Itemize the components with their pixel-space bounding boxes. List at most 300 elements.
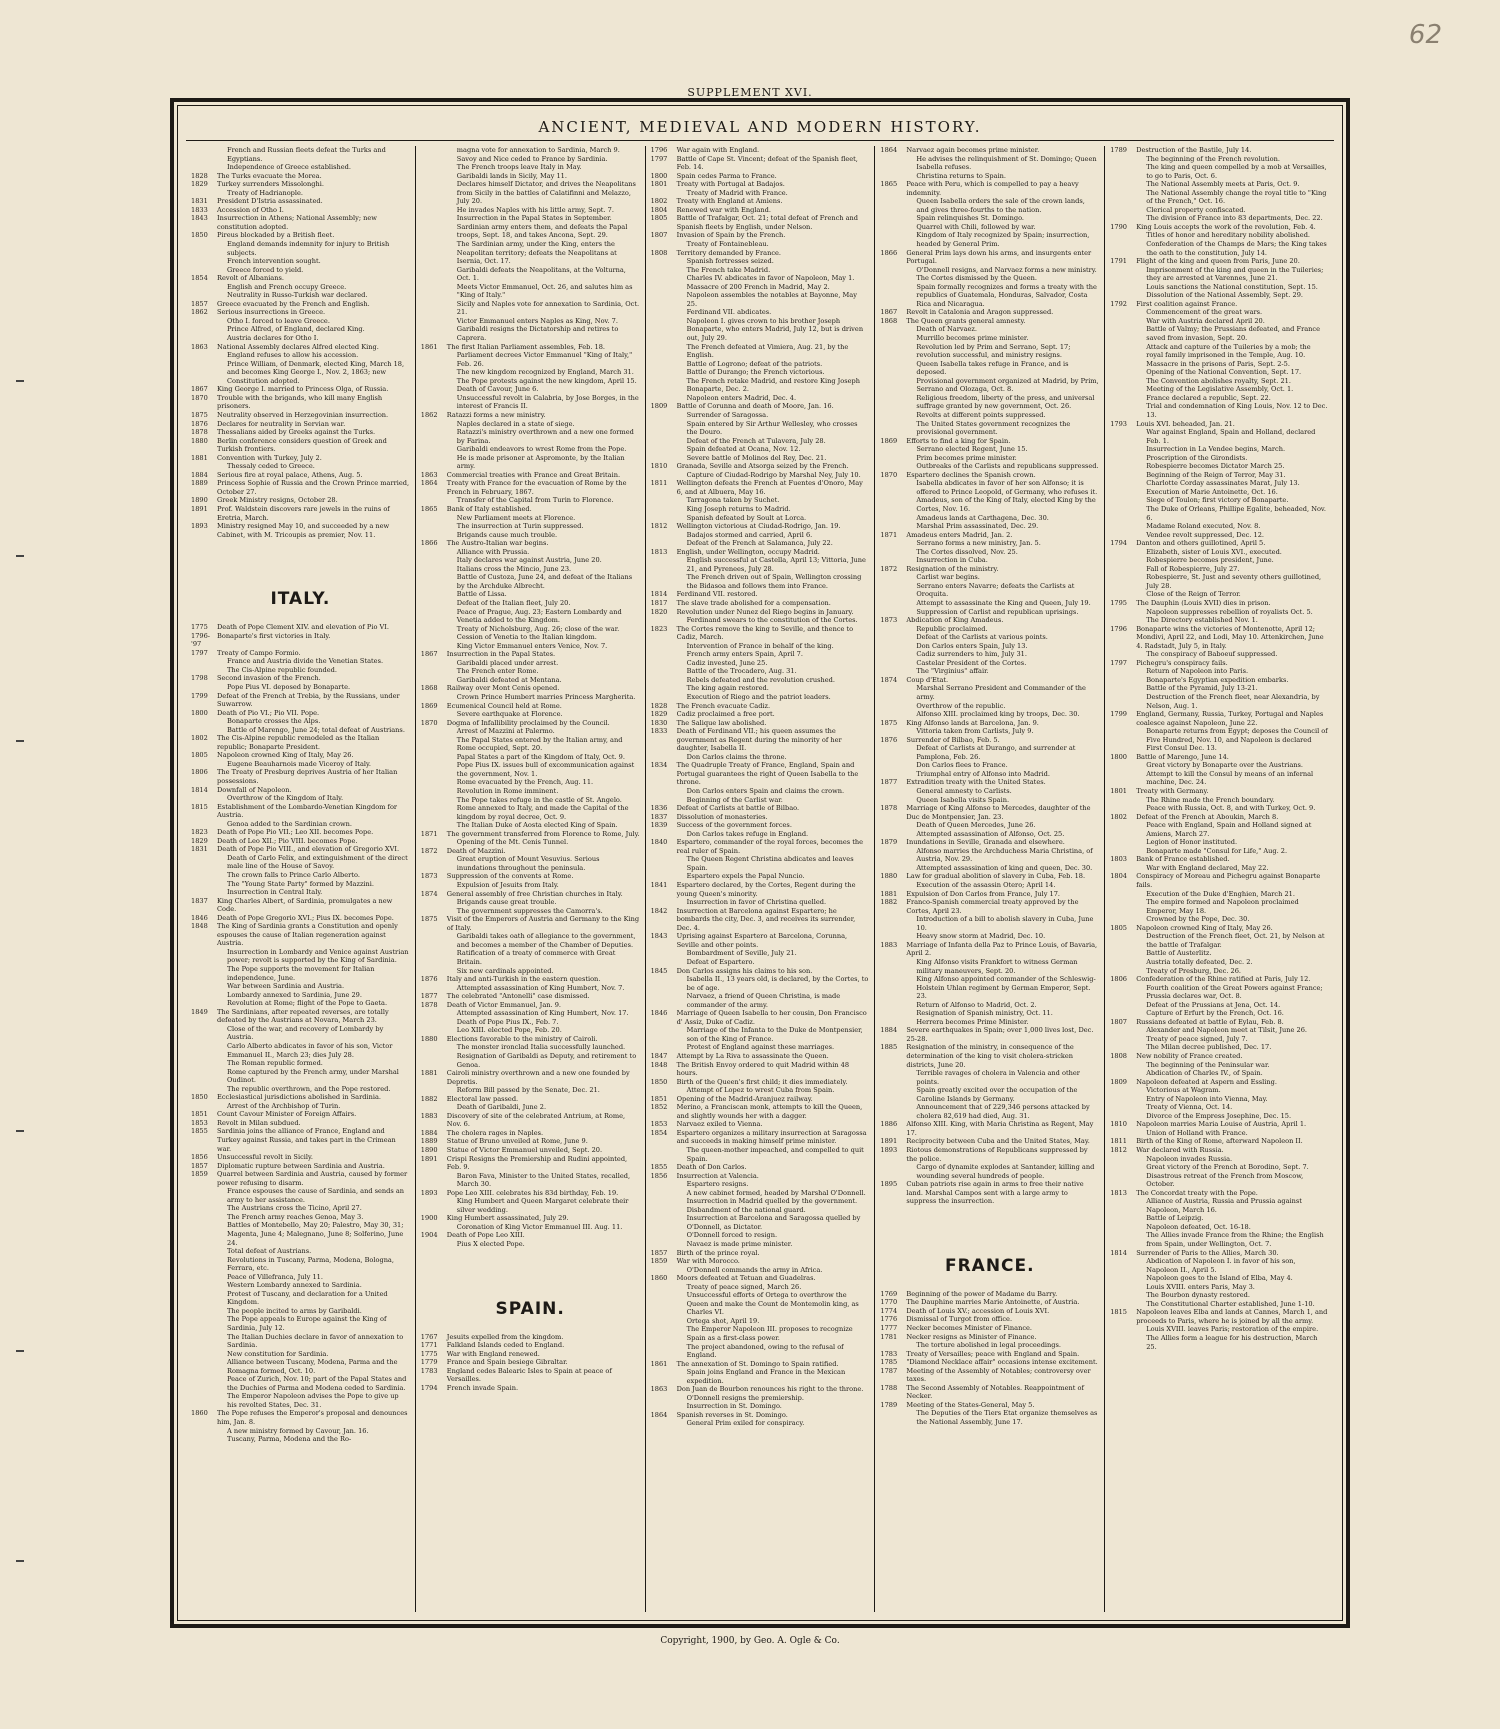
entry-year xyxy=(1110,548,1136,557)
entry-text: King Alfonso appointed commander of the Schleswig-Holstein Uhlan regiment by German Emperor, Sept. 23. xyxy=(916,975,1096,1001)
history-entry xyxy=(421,872,640,881)
entry-year: 1842 xyxy=(650,906,668,915)
entry-year xyxy=(1110,377,1136,386)
entry-text: Espartero, commander of the royal forces, becomes the real ruler of Spain. xyxy=(676,838,864,855)
entry-year: 1861 xyxy=(650,1359,668,1368)
entry-year xyxy=(191,1102,217,1111)
history-entry xyxy=(651,830,870,839)
entry-text: Pope Pius VI. deposed by Bonaparte. xyxy=(227,682,351,691)
entry-year xyxy=(880,445,906,454)
history-entry xyxy=(880,548,1099,557)
entry-text: War with England declared, May 22. xyxy=(1146,863,1269,872)
entry-year xyxy=(880,556,906,565)
entry-text: The Sardinian army, under the King, enters the Neapolitan territory; defeats the Neapolitans at Isernia, Oct. 17. xyxy=(456,240,617,266)
entry-text: Introduction of a bill to abolish slavery in Cuba, June 10. xyxy=(916,915,1094,932)
history-entry xyxy=(880,1298,1099,1307)
entry-text: Naples declared in a state of siege. xyxy=(456,419,575,428)
entry-text: The republic overthrown, and the Pope restored. xyxy=(227,1084,391,1093)
history-entry xyxy=(1110,488,1329,497)
entry-text: Eugene Beauharnois made Viceroy of Italy. xyxy=(227,759,371,768)
history-entry xyxy=(421,317,640,326)
entry-text: Napoleon leaves Elba and lands at Cannes, March 1, and proceeds to Paris, where he is joined by all the army. xyxy=(1136,1308,1328,1325)
history-entry xyxy=(1110,479,1329,488)
entry-year: 1813 xyxy=(650,547,668,556)
entry-text: The French take Madrid. xyxy=(686,265,771,274)
entry-text: Napoleon goes to the Island of Elba, May 4. xyxy=(1146,1274,1293,1283)
entry-year: 1797 xyxy=(1110,658,1127,667)
entry-text: Prim becomes prime minister. xyxy=(916,453,1017,462)
entry-year xyxy=(1110,967,1136,976)
entry-year xyxy=(191,1307,217,1316)
history-entry xyxy=(880,898,1099,915)
entry-text: Defeat of the French at Salamanca, July 22. xyxy=(686,539,833,548)
entry-year xyxy=(880,702,906,711)
entry-year: 1789 xyxy=(1110,146,1127,154)
entry-year: 1881 xyxy=(191,453,208,462)
history-entry xyxy=(421,283,640,300)
history-entry xyxy=(191,751,410,760)
entry-year xyxy=(651,1317,677,1326)
entry-year: 1882 xyxy=(880,898,898,907)
history-entry xyxy=(191,1213,410,1222)
history-entry xyxy=(651,813,870,822)
entry-text: Jesuits expelled from the kingdom. xyxy=(446,1332,564,1341)
history-entry xyxy=(880,155,1099,172)
entry-text: Insurrection in St. Domingo. xyxy=(686,1402,782,1411)
history-entry xyxy=(651,625,870,642)
entry-year: 1868 xyxy=(880,316,898,325)
entry-year xyxy=(880,761,906,770)
entry-year xyxy=(651,240,677,249)
history-entry xyxy=(651,881,870,898)
entry-text: Spain formally recognizes and forms a treaty with the republics of Guatemala, Honduras, Salvador, Costa Rica and Nicaragua. xyxy=(916,282,1097,308)
entry-text: Republic proclaimed. xyxy=(916,624,988,633)
entry-text: The Pope refuses the Emperor's proposal and denounces him, Jan. 8. xyxy=(217,1409,408,1427)
history-entry xyxy=(880,573,1099,582)
entry-year xyxy=(1110,932,1136,949)
history-entry xyxy=(880,377,1099,394)
history-entry xyxy=(651,471,870,480)
entry-text: Serious fire at royal palace, Athens, Aug. 5. xyxy=(217,470,363,479)
history-entry xyxy=(191,1350,410,1359)
entry-text: Fall of Robespierre, July 27. xyxy=(1146,564,1240,573)
entry-year: 1864 xyxy=(650,1410,668,1419)
entry-year: 1779 xyxy=(420,1358,438,1367)
entry-year xyxy=(421,667,447,676)
entry-year xyxy=(880,420,906,437)
entry-year xyxy=(880,496,906,513)
history-entry xyxy=(421,1086,640,1095)
entry-year xyxy=(651,291,677,308)
history-entry xyxy=(880,1350,1099,1359)
entry-year: 1874 xyxy=(880,675,898,684)
entry-text: Cession of Venetia to the Italian kingdom. xyxy=(456,633,597,642)
history-entry xyxy=(191,266,410,275)
history-entry xyxy=(651,967,870,976)
entry-text: The British Envoy ordered to quit Madrid within 48 hours. xyxy=(676,1060,850,1078)
entry-text: France espouses the cause of Sardinia, and sends an army to her assistance. xyxy=(227,1187,405,1204)
entry-text: The first Italian Parliament assembles, Feb. 18. xyxy=(446,342,605,351)
entry-year: 1776 xyxy=(880,1315,898,1324)
entry-text: Titles of honor and hereditary nobility abolished. xyxy=(1146,231,1311,240)
history-entry xyxy=(191,726,410,735)
entry-year xyxy=(1110,1069,1136,1078)
entry-year: 1828 xyxy=(191,171,208,180)
entry-year xyxy=(421,984,447,993)
margin-mark xyxy=(16,1560,24,1562)
entry-text: Turkey surrenders Missolonghi. xyxy=(217,180,324,189)
history-entry xyxy=(651,1078,870,1087)
entry-year xyxy=(651,539,677,548)
history-entry xyxy=(191,428,410,437)
entry-year: 1893 xyxy=(880,1145,898,1154)
entry-year: 1851 xyxy=(650,1094,668,1103)
entry-year xyxy=(1110,343,1136,360)
history-entry xyxy=(880,1401,1099,1410)
entry-text: Close of the war, and recovery of Lombardy by Austria. xyxy=(227,1024,384,1042)
entry-text: Conspiracy of Moreau and Pichegru against Bonaparte fails. xyxy=(1136,872,1321,890)
history-entry xyxy=(880,1290,1099,1299)
entry-year xyxy=(421,625,447,634)
entry-year xyxy=(191,1213,217,1222)
history-entry xyxy=(651,761,870,787)
history-entry xyxy=(421,214,640,240)
history-entry xyxy=(421,659,640,668)
entry-year xyxy=(1110,684,1136,693)
entry-year: 1807 xyxy=(650,231,668,240)
history-entry xyxy=(191,1085,410,1094)
entry-text: "Diamond Necklace affair" occasions intense excitement. xyxy=(906,1358,1098,1367)
history-entry xyxy=(880,462,1099,471)
entry-year: 1891 xyxy=(420,1154,438,1163)
column-3 xyxy=(646,146,876,1612)
history-entry xyxy=(880,702,1099,711)
entry-year xyxy=(651,471,677,480)
entry-text: Alliance between Tuscany, Modena, Parma and the Romagna formed, Oct. 10. xyxy=(227,1358,398,1375)
history-entry xyxy=(1110,1223,1329,1232)
entry-year xyxy=(1110,573,1136,590)
history-entry xyxy=(421,881,640,890)
entry-year xyxy=(421,804,447,821)
entry-year xyxy=(880,847,906,864)
entry-text: Destruction of the French fleet, Oct. 21, by Nelson at the battle of Trafalgar. xyxy=(1146,932,1325,949)
entry-text: Don Carlos enters Spain and claims the crown. xyxy=(686,787,845,796)
entry-text: Carlist war begins. xyxy=(916,573,980,582)
entry-year xyxy=(880,479,906,496)
history-entry xyxy=(651,514,870,523)
history-entry xyxy=(1110,505,1329,522)
entry-text: Treaty with France for the evacuation of Rome by the French in February, 1867. xyxy=(446,479,627,496)
entry-year xyxy=(651,394,677,403)
entry-text: Pichegru's conspiracy fails. xyxy=(1136,658,1228,667)
entry-year xyxy=(880,667,906,676)
entry-text: The Dauphine marries Marie Antoinette, of Austria. xyxy=(906,1298,1080,1307)
entry-text: Death of Carlo Felix, and extinguishment of the direct male line of the House of Savoy. xyxy=(227,853,408,871)
entry-year xyxy=(421,676,447,685)
history-entry xyxy=(191,1307,410,1316)
entry-text: Bonaparte made "Consul for Life," Aug. 2. xyxy=(1146,846,1288,855)
history-entry xyxy=(421,1009,640,1018)
entry-text: French invade Spain. xyxy=(446,1383,519,1392)
entry-year: 1880 xyxy=(420,1034,438,1043)
entry-text: Severe earthquakes in Spain; over 1,000 lives lost, Dec. 25-28. xyxy=(906,1026,1094,1043)
history-entry xyxy=(421,1069,640,1086)
history-entry xyxy=(651,496,870,505)
entry-text: Commencement of the great wars. xyxy=(1146,308,1263,317)
entry-year: 1831 xyxy=(191,845,208,854)
entry-year xyxy=(651,684,677,693)
entry-text: Severe battle of Molinos del Rey, Dec. 21. xyxy=(686,453,827,462)
section-heading: SPAIN. xyxy=(495,1298,565,1319)
entry-text: Treaty of Versailles; peace with England and Spain. xyxy=(906,1349,1080,1358)
entry-year xyxy=(1110,1283,1136,1292)
entry-year: 1890 xyxy=(420,1145,438,1154)
entry-text: Imprisonment of the king and queen in the Tuileries; they are arrested at Varennes, June 21. xyxy=(1146,265,1324,283)
entry-year xyxy=(880,975,906,1001)
entry-year xyxy=(880,727,906,736)
entry-year xyxy=(1110,761,1136,770)
history-entry xyxy=(421,377,640,386)
history-entry xyxy=(421,573,640,590)
history-entry xyxy=(651,1343,870,1360)
entry-year: 1856 xyxy=(191,1153,208,1162)
history-entry xyxy=(651,1163,870,1172)
entry-text: Isabella II., 13 years old, is declared, by the Cortes, to be of age. xyxy=(686,975,869,992)
history-entry xyxy=(1110,949,1329,958)
entry-year xyxy=(880,684,906,701)
entry-text: Divorce of the Empress Josephine, Dec. 15. xyxy=(1146,1111,1292,1120)
history-entry xyxy=(421,1146,640,1155)
entry-text: Napoleon enters Madrid, Dec. 4. xyxy=(686,393,797,402)
entry-text: Alfonso XIII. King, with Maria Christina as Regent, May 17. xyxy=(906,1120,1094,1137)
entry-text: Bonaparte's first victories in Italy. xyxy=(217,631,331,640)
entry-text: The King of Sardinia grants a Constitution and openly espouses the cause of Italian regeneration against Austria. xyxy=(217,922,398,948)
entry-year xyxy=(651,1231,677,1240)
entry-text: General Prim lays down his arms, and insurgents enter Portugal. xyxy=(906,248,1092,266)
entry-text: Return of Alfonso to Madrid, Oct. 2. xyxy=(916,1000,1037,1009)
history-entry xyxy=(880,274,1099,283)
history-entry xyxy=(880,172,1099,181)
history-entry xyxy=(421,1367,640,1384)
entry-text: General Prim exiled for conspiracy. xyxy=(686,1419,805,1428)
entry-text: English and French occupy Greece. xyxy=(227,282,347,291)
history-entry xyxy=(651,1249,870,1258)
entry-year xyxy=(421,514,447,523)
entry-text: The Turks evacuate the Morea. xyxy=(217,171,322,180)
entry-text: Spain relinquishes St. Domingo. xyxy=(916,214,1025,223)
history-entry xyxy=(421,727,640,736)
history-entry xyxy=(651,1052,870,1061)
entry-year: 1881 xyxy=(420,1069,438,1078)
history-entry xyxy=(1110,317,1329,326)
entry-text: Reform Bill passed by the Senate, Dec. 21. xyxy=(456,1086,600,1095)
history-entry xyxy=(421,650,640,659)
entry-text: Vendee revolt suppressed, Dec. 12. xyxy=(1146,530,1264,539)
entry-year: 1829 xyxy=(650,710,668,719)
entry-text: Rome evacuated by the French, Aug. 11. xyxy=(456,778,594,787)
entry-text: Meeting of the Assembly of Notables; controversy over taxes. xyxy=(906,1366,1091,1384)
history-entry xyxy=(880,223,1099,232)
entry-text: Prince William, of Denmark, elected King, March 18, and becomes King George I., Nov. 2, 1863; new Constitution adopted. xyxy=(227,359,405,385)
history-entry xyxy=(191,522,410,539)
entry-year: 1811 xyxy=(650,479,668,488)
entry-year xyxy=(191,351,217,360)
history-entry xyxy=(880,847,1099,864)
entry-text: Crispi Resigns the Premiership and Rudini appointed, Feb. 9. xyxy=(446,1154,628,1172)
entry-year xyxy=(421,1086,447,1095)
entry-text: Trial and condemnation of King Louis, Nov. 12 to Dec. 13. xyxy=(1146,402,1328,419)
entry-year xyxy=(1110,479,1136,488)
history-entry xyxy=(880,727,1099,736)
entry-year xyxy=(191,1290,217,1307)
history-entry xyxy=(651,420,870,437)
entry-year: 1881 xyxy=(880,889,898,898)
entry-year xyxy=(880,325,906,334)
entry-text: Attempt to assassinate the King and Queen, July 19. xyxy=(916,598,1091,607)
entry-year xyxy=(651,676,677,685)
entry-text: The Salique law abolished. xyxy=(676,718,767,727)
entry-text: Siege of Toulon; first victory of Bonaparte. xyxy=(1146,496,1289,505)
history-entry xyxy=(880,1180,1099,1206)
entry-text: Close of the Reign of Terror. xyxy=(1146,590,1241,599)
history-entry xyxy=(880,394,1099,411)
entry-text: Western Lombardy annexed to Sardinia. xyxy=(227,1281,362,1290)
entry-year xyxy=(191,888,217,897)
entry-year: 1811 xyxy=(1110,1137,1127,1146)
history-entry xyxy=(651,787,870,796)
history-entry xyxy=(651,1394,870,1403)
entry-text: Ecumenical Council held at Rome. xyxy=(446,701,562,710)
entry-text: O'Donnell resigns, and Narvaez forms a new ministry. xyxy=(916,265,1097,274)
entry-text: Uprising against Espartero at Barcelona, Corunna, Seville and other points. xyxy=(676,932,848,949)
history-entry xyxy=(651,659,870,668)
entry-year: 1873 xyxy=(880,616,898,625)
history-entry xyxy=(421,1231,640,1240)
entry-text: Commercial treaties with France and Great Britain. xyxy=(446,470,621,479)
entry-text: The project abandoned, owing to the refusal of England. xyxy=(686,1342,844,1360)
entry-year xyxy=(1110,1163,1136,1172)
history-entry xyxy=(1110,1291,1329,1300)
column-4 xyxy=(875,146,1105,1612)
history-entry xyxy=(191,666,410,675)
entry-text: Marshal Prim assassinated, Dec. 29. xyxy=(916,522,1039,531)
history-entry xyxy=(1110,565,1329,574)
history-entry xyxy=(421,1103,640,1112)
entry-text: Birth of the prince royal. xyxy=(676,1248,760,1257)
history-entry xyxy=(191,1358,410,1375)
entry-year xyxy=(880,915,906,932)
entry-text: Spain entered by Sir Arthur Wellesley, who crosses the Douro. xyxy=(686,419,858,437)
history-entry xyxy=(421,693,640,702)
history-entry xyxy=(1110,343,1329,360)
history-entry xyxy=(191,308,410,317)
entry-text: Elections favorable to the ministry of Cairoli. xyxy=(446,1034,598,1043)
history-entry xyxy=(191,1127,410,1153)
history-entry xyxy=(880,1001,1099,1010)
entry-text: Napoleon suppresses rebellion of royalists Oct. 5. xyxy=(1146,607,1313,616)
entry-year: 1848 xyxy=(650,1060,668,1069)
history-entry xyxy=(421,778,640,787)
history-entry xyxy=(880,266,1099,275)
entry-year xyxy=(421,949,447,966)
history-entry xyxy=(1110,813,1329,822)
entry-text: Louis sanctions the National constitution, Sept. 15. xyxy=(1146,282,1318,291)
entry-year: 1834 xyxy=(650,761,668,770)
entry-year xyxy=(421,659,447,668)
entry-text: Carlo Alberto abdicates in favor of his son, Victor Emmanuel II., March 23; dies July 28. xyxy=(227,1041,393,1059)
history-entry xyxy=(880,684,1099,701)
entry-text: Battles of Montebello, May 20; Palestro, May 30, 31; Magenta, June 4; Malegnano, June 8; Solferino, June 24. xyxy=(227,1221,404,1247)
entry-text: Rebels defeated and the revolution crushed. xyxy=(686,675,835,684)
entry-text: Peace of Zurich, Nov. 10; part of the Papal States and the Duchies of Parma and Modena ceded to Sardinia. xyxy=(227,1375,407,1392)
entry-text: Cadiz surrenders to him, July 31. xyxy=(916,650,1027,659)
entry-year: 1886 xyxy=(880,1120,898,1129)
history-entry xyxy=(191,1119,410,1128)
entry-text: Defeat of Carlists at battle of Bilbao. xyxy=(676,804,800,813)
entry-year xyxy=(880,744,906,761)
entry-text: French and Russian fleets defeat the Turks and Egyptians. xyxy=(227,146,386,163)
entry-year: 1857 xyxy=(191,1161,208,1170)
entry-text: Overthrow of the Kingdom of Italy. xyxy=(227,794,344,803)
history-entry xyxy=(651,1317,870,1326)
entry-year: 1808 xyxy=(650,248,668,257)
history-entry xyxy=(880,608,1099,617)
entry-text: Insurrection in Madrid quelled by the government. xyxy=(686,1197,858,1206)
entry-text: Treaty of Hadrianople. xyxy=(227,188,303,197)
history-entry xyxy=(880,334,1099,343)
entry-year: 1837 xyxy=(191,896,208,905)
entry-year: 1802 xyxy=(1110,812,1127,821)
entry-year xyxy=(651,360,677,369)
history-entry xyxy=(1110,1274,1329,1283)
entry-year xyxy=(421,778,447,787)
history-entry xyxy=(1110,650,1329,659)
entry-text: Defeat of the French at Aboukin, March 8. xyxy=(1136,812,1279,821)
entry-text: New Parliament meets at Florence. xyxy=(456,513,576,522)
entry-text: He advises the relinquishment of St. Domingo; Queen Isabella refuses. xyxy=(916,154,1097,172)
entry-text: The Cortes dissolved, Nov. 25. xyxy=(916,547,1018,556)
entry-text: Transfer of the Capital from Turin to Florence. xyxy=(456,496,614,505)
entry-year xyxy=(421,761,447,778)
entry-text: Thessalians aided by Greeks against the Turks. xyxy=(217,428,376,437)
history-entry xyxy=(651,274,870,283)
entry-year: 1781 xyxy=(880,1332,898,1341)
history-entry xyxy=(191,291,410,300)
history-entry xyxy=(651,753,870,762)
entry-year xyxy=(651,1197,677,1206)
entry-year xyxy=(651,505,677,514)
history-entry xyxy=(880,838,1099,847)
history-entry xyxy=(651,710,870,719)
entry-text: Alexander and Napoleon meet at Tilsit, June 26. xyxy=(1146,1026,1307,1035)
entry-year: 1878 xyxy=(880,804,898,813)
entry-year xyxy=(880,881,906,890)
entry-text: Great victory of the French at Borodino, Sept. 7. xyxy=(1146,1163,1309,1172)
entry-text: Dismissal of Turgot from office. xyxy=(906,1315,1013,1324)
history-entry xyxy=(651,1172,870,1181)
entry-text: English successful at Castella, April 13; Vittoria, June 21, and Pyrenees, July 28. xyxy=(686,556,866,573)
history-entry xyxy=(651,1180,870,1189)
history-entry xyxy=(880,1307,1099,1316)
entry-year: 1846 xyxy=(191,913,208,922)
entry-text: Greece forced to yield. xyxy=(227,265,304,274)
entry-text: Spain greatly excited over the occupation of the Caroline Islands by Germany. xyxy=(916,1086,1078,1103)
history-entry xyxy=(1110,1095,1329,1104)
entry-year: 1820 xyxy=(650,607,668,616)
entry-text: Death of Garibaldi, June 2. xyxy=(456,1103,547,1112)
entry-text: The Pope protests against the new kingdom, April 15. xyxy=(456,376,637,385)
entry-year xyxy=(191,1358,217,1375)
